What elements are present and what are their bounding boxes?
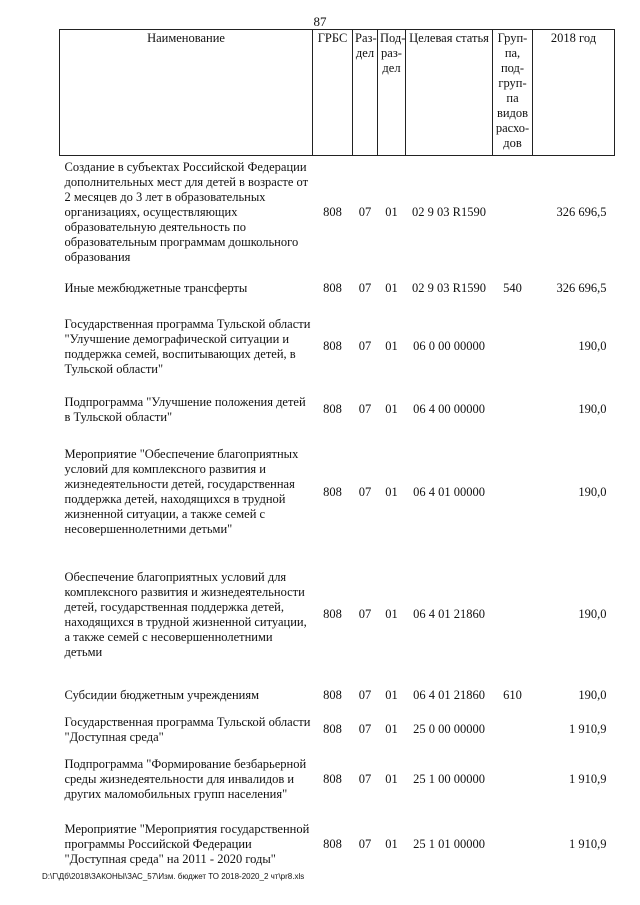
- row-podrazdel: 01: [385, 688, 398, 702]
- row-amount: 190,0: [578, 607, 607, 621]
- table-row: [60, 156, 615, 269]
- row-razdel: 07: [358, 204, 372, 219]
- row-name: Мероприятие "Мероприятия государственной программы Российской Федерации "Доступная среда" на 2011 - 2020 годы": [64, 822, 310, 866]
- row-podrazdel: 01: [385, 402, 398, 416]
- row-celevaya-statya: 06 4 00 00000: [413, 402, 485, 416]
- table-row: [60, 309, 615, 385]
- header-row: [60, 30, 615, 156]
- row-grbs: 808: [323, 688, 342, 702]
- row-amount: 190,0: [578, 402, 607, 416]
- row-name: Обеспечение благоприятных условий для комплексного развития и жизнедеятельности детей, государственная поддержка детей, находящихся в трудной жизненной ситуации, а также семей с несовершеннолетними детьми: [64, 569, 307, 659]
- row-podrazdel: 01: [385, 484, 398, 499]
- row-amount: 326 696,5: [556, 204, 607, 219]
- header-year: 2018 год: [533, 30, 615, 156]
- table-row: [60, 550, 615, 680]
- row-gruppa: [493, 812, 533, 878]
- row-celevaya-statya: 25 1 01 00000: [413, 837, 485, 851]
- header-podrazdel: Под-раз-дел: [378, 30, 406, 156]
- table-row: [60, 269, 615, 309]
- table-row: [60, 435, 615, 550]
- row-gruppa: [493, 309, 533, 385]
- row-podrazdel: 01: [385, 837, 398, 851]
- row-amount: 190,0: [578, 484, 607, 499]
- table-row: [60, 680, 615, 712]
- row-podrazdel: 01: [385, 772, 398, 786]
- header-razdel: Раз-дел: [353, 30, 378, 156]
- row-razdel: 07: [358, 722, 372, 736]
- header-name: Наименование: [60, 30, 313, 156]
- row-podrazdel: 01: [385, 339, 398, 353]
- row-gruppa: [493, 550, 533, 680]
- row-gruppa: 540: [503, 281, 522, 295]
- table-row: [60, 812, 615, 878]
- row-name: Подпрограмма "Формирование безбарьерной среды жизнедеятельности для инвалидов и других маломобильных групп населения": [64, 757, 307, 801]
- row-grbs: 808: [323, 722, 342, 736]
- row-podrazdel: 01: [385, 281, 398, 295]
- row-celevaya-statya: 06 4 01 21860: [413, 607, 485, 621]
- row-grbs: 808: [323, 837, 342, 851]
- row-grbs: 808: [323, 772, 342, 786]
- budget-table: [59, 29, 615, 878]
- row-grbs: 808: [323, 281, 342, 295]
- row-grbs: 808: [323, 484, 342, 499]
- row-celevaya-statya: 06 0 00 00000: [413, 339, 485, 353]
- row-name: Создание в субъектах Российской Федерации дополнительных мест для детей в возрасте от 2 месяцев до 3 лет в образовательных организациях, осуществляющих образовательную деятельность по образовательным программам дошкольного образования: [64, 159, 309, 264]
- row-razdel: 07: [358, 402, 372, 416]
- row-name: Мероприятие "Обеспечение благоприятных условий для комплексного развития и жизнедеятельности детей, государственная поддержка детей, находящихся в трудной жизненной ситуации, а также семей с несовершеннолетними детьми": [64, 447, 299, 536]
- header-grbs: ГРБС: [313, 30, 353, 156]
- row-amount: 326 696,5: [556, 281, 607, 295]
- row-grbs: 808: [323, 402, 342, 416]
- row-celevaya-statya: 25 1 00 00000: [413, 772, 485, 786]
- row-amount: 1 910,9: [569, 772, 607, 786]
- row-amount: 1 910,9: [569, 837, 607, 851]
- row-celevaya-statya: 02 9 03 R1590: [412, 281, 486, 295]
- row-podrazdel: 01: [385, 204, 398, 219]
- row-podrazdel: 01: [385, 722, 398, 736]
- row-amount: 1 910,9: [569, 722, 607, 736]
- row-gruppa: [493, 712, 533, 748]
- row-celevaya-statya: 06 4 01 21860: [413, 688, 485, 702]
- row-gruppa: [493, 748, 533, 812]
- header-gruppa: Груп-па, под-груп-па видов расхо-дов: [493, 30, 533, 156]
- row-razdel: 07: [358, 281, 372, 295]
- row-grbs: 808: [323, 607, 342, 621]
- header-celevaya-statya: Целевая статья: [406, 30, 493, 156]
- table-row: [60, 385, 615, 435]
- row-amount: 190,0: [578, 339, 607, 353]
- row-grbs: 808: [323, 339, 342, 353]
- row-name: Государственная программа Тульской области "Доступная среда": [64, 714, 311, 744]
- row-celevaya-statya: 06 4 01 00000: [413, 484, 485, 499]
- row-gruppa: [493, 435, 533, 550]
- row-razdel: 07: [358, 484, 372, 499]
- row-name: Иные межбюджетные трансферты: [64, 281, 248, 295]
- row-razdel: 07: [358, 688, 372, 702]
- row-podrazdel: 01: [385, 607, 398, 621]
- row-razdel: 07: [358, 837, 372, 851]
- row-celevaya-statya: 02 9 03 R1590: [412, 204, 486, 219]
- row-grbs: 808: [323, 204, 342, 219]
- row-name: Государственная программа Тульской области "Улучшение демографической ситуации и поддержка семей, воспитывающих детей, в Тульской области": [64, 316, 311, 376]
- page-number: 87: [313, 14, 327, 29]
- row-gruppa: [493, 156, 533, 269]
- row-gruppa: [493, 385, 533, 435]
- row-celevaya-statya: 25 0 00 00000: [413, 722, 485, 736]
- row-amount: 190,0: [578, 688, 607, 702]
- row-name: Подпрограмма "Улучшение положения детей в Тульской области": [64, 394, 306, 424]
- row-name: Субсидии бюджетным учреждениям: [64, 688, 260, 702]
- row-razdel: 07: [358, 607, 372, 621]
- row-razdel: 07: [358, 772, 372, 786]
- table-row: [60, 748, 615, 812]
- file-path-footer: D:\Г\Дб\2018\ЗАКОНЫ\ЗАС_57\Изм. бюджет ТО 2018-2020_2 чт\pr8.xls: [42, 872, 305, 881]
- row-gruppa: 610: [503, 688, 522, 702]
- table-row: [60, 712, 615, 748]
- row-razdel: 07: [358, 339, 372, 353]
